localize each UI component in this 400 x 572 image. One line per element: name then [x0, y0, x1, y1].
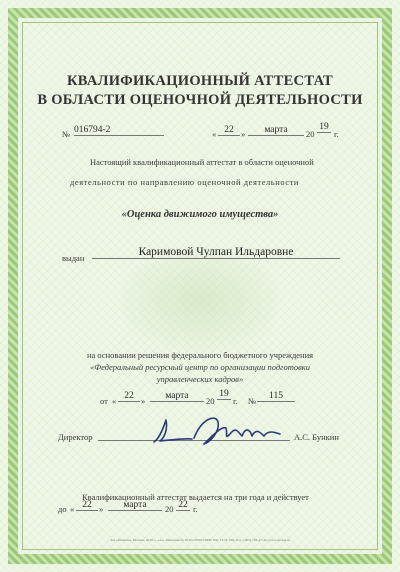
valid-until-year-mark: г.	[193, 504, 198, 514]
valid-until-close-quote: »	[99, 504, 104, 514]
valid-until-year-suffix: 22	[176, 500, 190, 511]
valid-until-open-quote: «	[70, 504, 75, 514]
decision-day: 22	[118, 391, 140, 402]
decision-open-quote: «	[112, 396, 117, 406]
valid-until-label: до	[58, 504, 67, 514]
basis-line-2: «Федеральный ресурсный центр по организации подготовки	[89, 362, 311, 372]
printer-footer: АО «Опцион», Москва, 2018 г., «А», Лицензия № 05-05-05/003 ФНС РФ, ТЗ № 188, Тел.: (495) 726-47-42, www.opcion.ru	[110, 538, 290, 542]
basis-line-3: управленческих кадров»	[156, 374, 244, 384]
issue-year-suffix: 19	[317, 122, 331, 133]
valid-until-year-prefix: 20	[165, 504, 174, 514]
issue-close-quote: »	[241, 129, 246, 139]
basis-line-1: на основании решения федерального бюджетного учреждения	[86, 350, 314, 360]
issue-year-prefix: 20	[306, 129, 315, 139]
direction: «Оценка движимого имущества»	[121, 209, 279, 220]
decision-from-label: от	[100, 396, 108, 406]
issue-day: 22	[218, 125, 240, 136]
validity-line: Квалификационный аттестат выдается на три года и действует	[82, 492, 309, 502]
decision-number: 115	[257, 391, 295, 402]
valid-until-day: 22	[76, 500, 98, 511]
valid-until-month: марта	[108, 500, 162, 511]
issued-to-label: выдан	[62, 253, 85, 263]
title-line-2: В ОБЛАСТИ ОЦЕНОЧНОЙ ДЕЯТЕЛЬНОСТИ	[37, 92, 363, 108]
decision-year-prefix: 20	[206, 396, 215, 406]
certificate-number: 016794-2	[74, 125, 164, 136]
issue-month: марта	[248, 125, 304, 136]
recipient-name: Каримовой Чулпан Ильдаровне	[92, 246, 340, 259]
decision-number-label: №	[248, 396, 257, 406]
intro-line-1: Настоящий квалификационный аттестат в области оценочной	[90, 157, 314, 167]
issue-year-mark: г.	[334, 129, 339, 139]
decision-year-mark: г.	[233, 396, 238, 406]
director-signature	[130, 412, 290, 448]
title-line-1: КВАЛИФИКАЦИОННЫЙ АТТЕСТАТ	[66, 73, 334, 89]
decision-close-quote: »	[141, 396, 146, 406]
decision-month: марта	[150, 391, 204, 402]
intro-line-2: деятельности по направлению оценочной деятельности	[70, 177, 300, 187]
issue-open-quote: «	[212, 129, 217, 139]
number-prefix: №	[62, 129, 71, 139]
director-name: А.С. Бункин	[294, 432, 339, 442]
decision-year-suffix: 19	[217, 389, 231, 400]
director-label: Директор	[58, 432, 93, 442]
